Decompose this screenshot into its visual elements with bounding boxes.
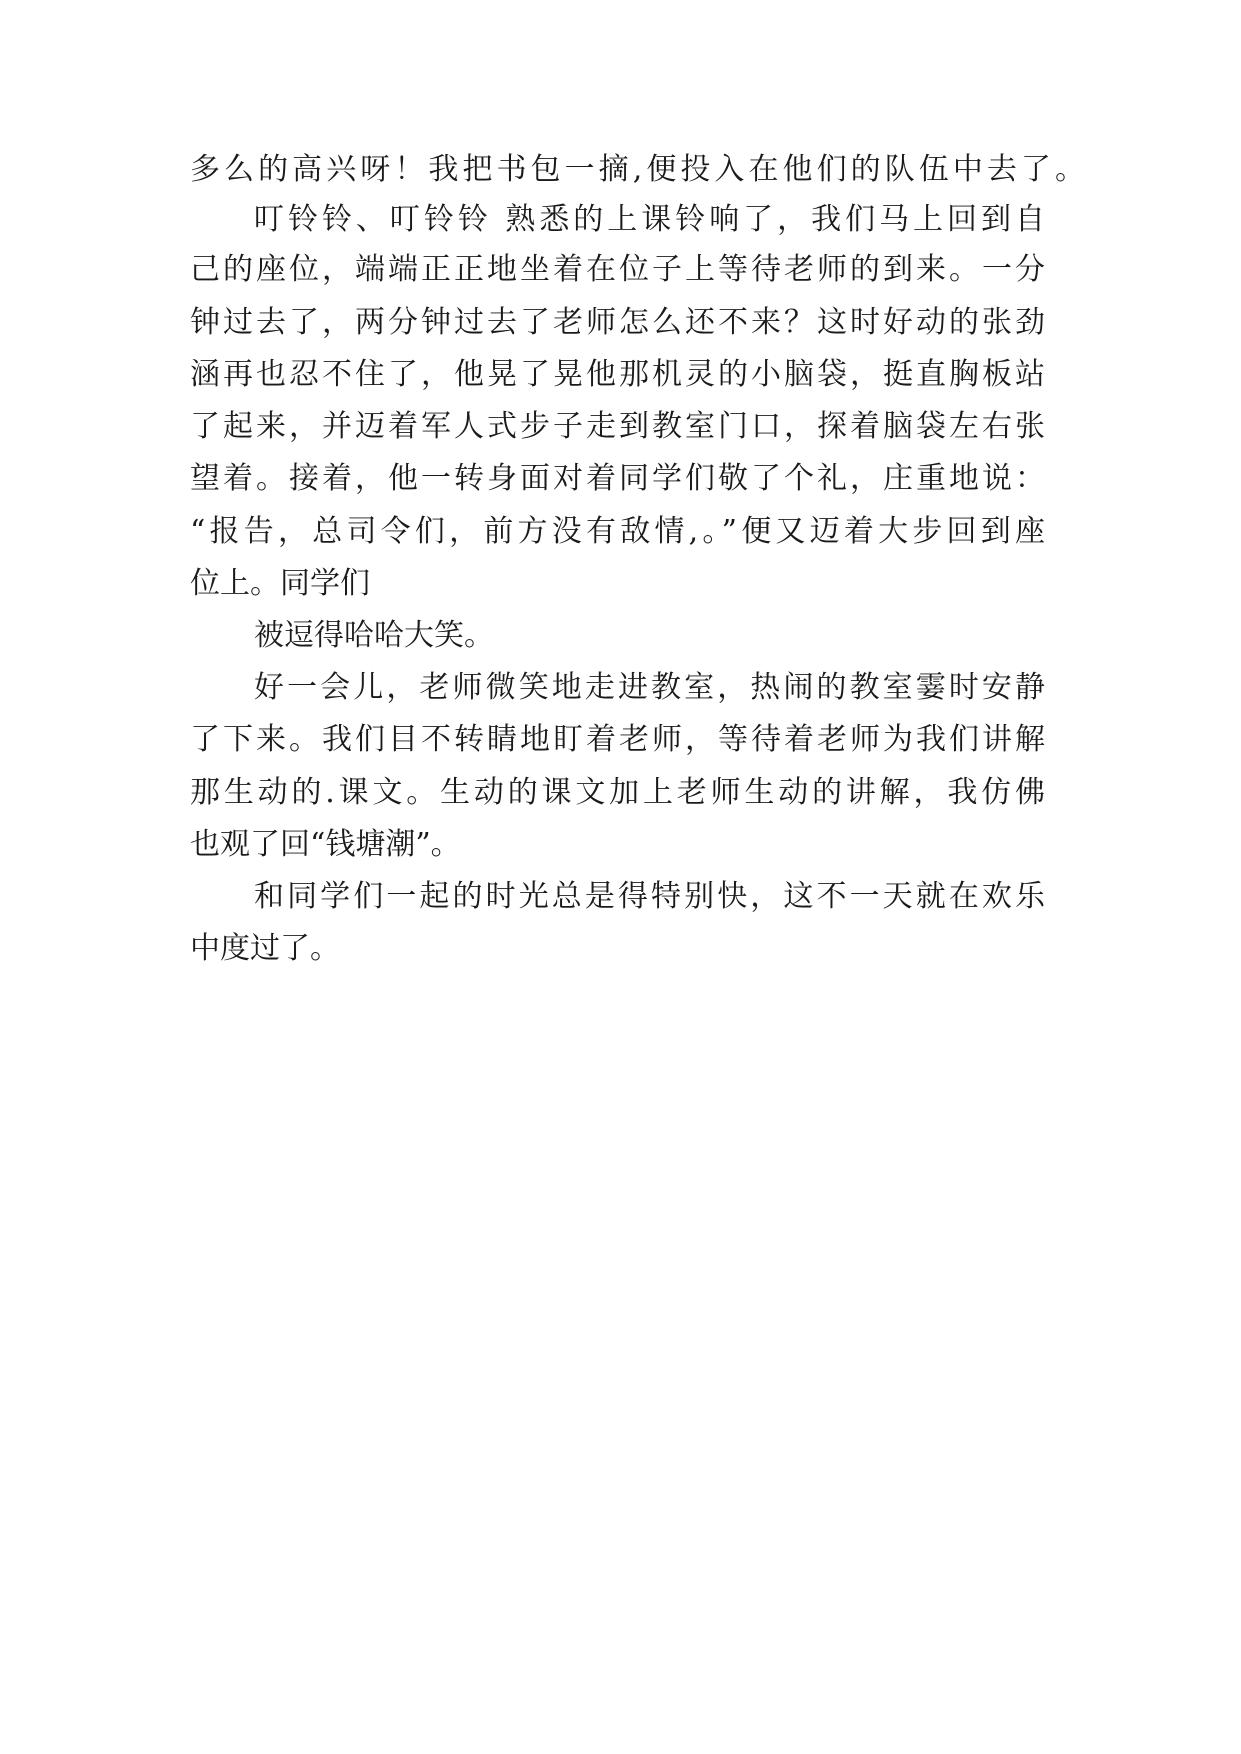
- text-line: 己的座位，端端正正地坐着在位子上等待老师的到来。一分: [190, 252, 1045, 287]
- text-line: 涵再也忍不住了，他晃了晃他那机灵的小脑袋，挺直胸板站: [190, 357, 1045, 392]
- text-line: 望着。接着，他一转身面对着同学们敬了个礼，庄重地说：: [190, 461, 1045, 496]
- text-line: 中度过了。: [190, 931, 340, 966]
- text-line: 也观了回“钱塘潮”。: [190, 827, 461, 862]
- text-line: 位上。同学们: [190, 566, 370, 601]
- text-line: 多么的高兴呀！我把书包一摘,便投入在他们的队伍中去了。: [190, 152, 1085, 187]
- text-line: 好一会儿，老师微笑地走进教室，热闹的教室霎时安静: [254, 670, 1045, 705]
- text-line: 钟过去了，两分钟过去了老师怎么还不来？这时好动的张劲: [190, 305, 1045, 340]
- text-line: 和同学们一起的时光总是得特别快，这不一天就在欢乐: [254, 879, 1045, 914]
- text-line: “报告，总司令们，前方没有敌情,。”便又迈着大步回到座: [190, 514, 1045, 549]
- text-line: 那生动的.课文。生动的课文加上老师生动的讲解，我仿佛: [190, 775, 1045, 810]
- text-line: 了起来，并迈着军人式步子走到教室门口，探着脑袋左右张: [190, 409, 1045, 444]
- text-line: 叮铃铃、叮铃铃 熟悉的上课铃响了，我们马上回到自: [254, 202, 1045, 237]
- text-line: 了下来。我们目不转睛地盯着老师，等待着老师为我们讲解: [190, 722, 1045, 757]
- text-line: 被逗得哈哈大笑。: [254, 618, 494, 653]
